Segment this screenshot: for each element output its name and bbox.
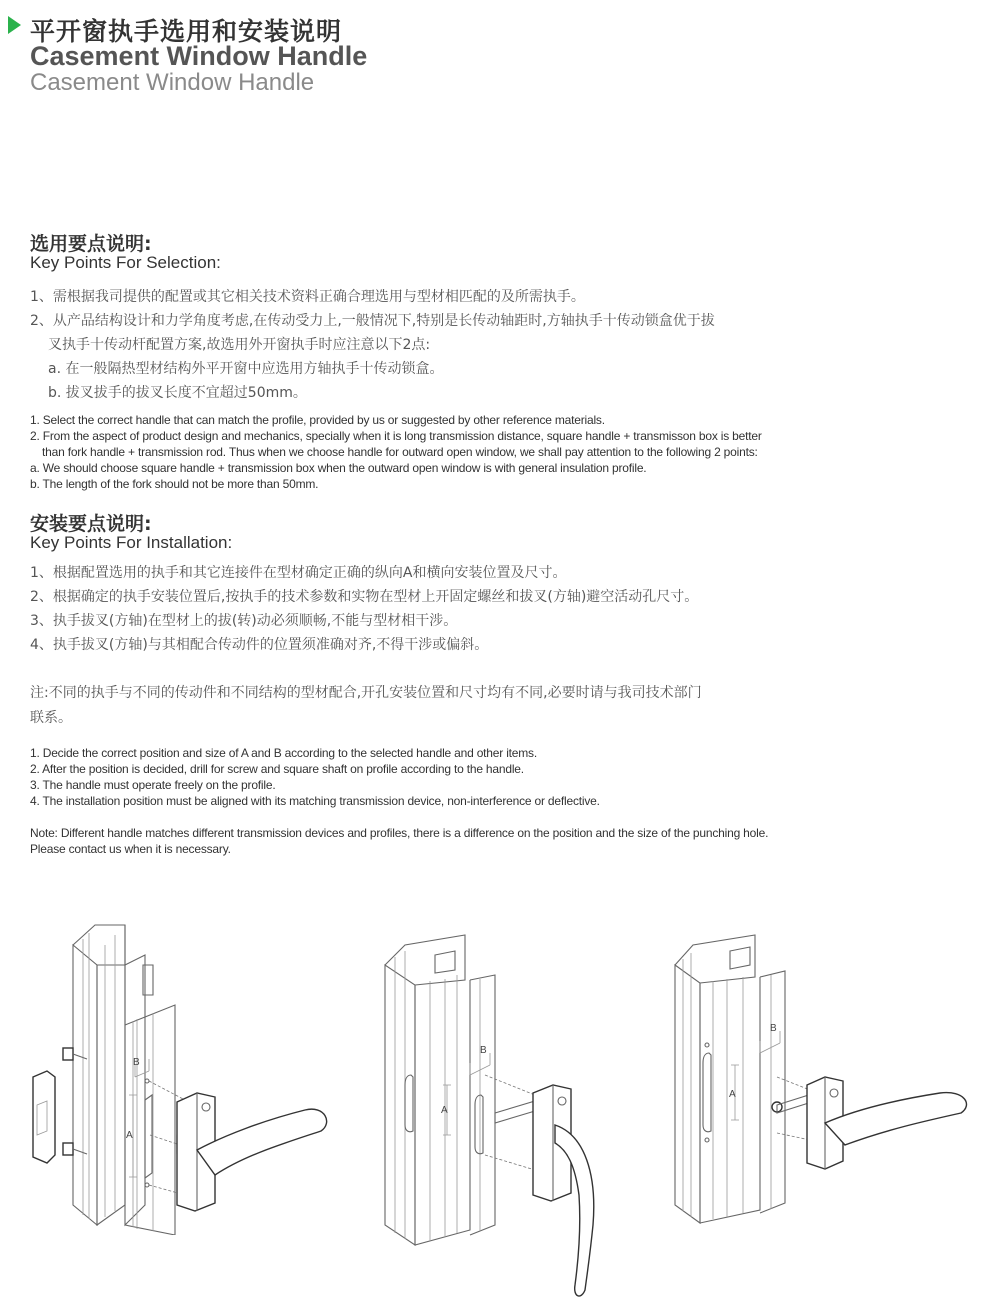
selection-cn-item-2-cont: 叉执手十传动杆配置方案,故选用外开窗执手时应注意以下2点: [48, 337, 431, 353]
selection-en-item-a: a. We should choose square handle + transmission box when the outward open window is with general insulation profile. [30, 461, 647, 475]
installation-heading-cn: 安装要点说明: [30, 513, 152, 535]
slot-left [405, 1075, 413, 1132]
selection-cn-item-2: 2、从产品结构设计和力学角度考虑,在传动受力上,一般情况下,特别是长传动轴距时,方轴执手十传动锁盒优于拔 [30, 313, 715, 329]
slot-right [703, 1053, 711, 1132]
dim-label-a: A [126, 1130, 133, 1141]
window-profile-3 [675, 935, 785, 1223]
screw-hole-top [145, 1079, 149, 1083]
installation-heading-en: Key Points For Installation: [30, 533, 233, 552]
handle-cover-plate [33, 1071, 55, 1163]
installation-diagram-2 [375, 925, 635, 1305]
selection-en-item-2-cont: than fork handle + transmission rod. Thus when we choose handle for outward open window, we shall pay attention to the following 2 points: [42, 445, 758, 459]
page-title-en: Casement Window Handle [30, 41, 368, 71]
shaft-slot [475, 1095, 483, 1154]
square-shaft-handle-2 [495, 1085, 594, 1296]
dim-label-a-2: A [441, 1105, 448, 1116]
selection-cn-item-b: b. 拔叉拔手的拔叉长度不宜超过50mm。 [48, 385, 307, 401]
selection-cn-item-1: 1、需根据我司提供的配置或其它相关技术资料正确合理选用与型材相匹配的及所需执手。 [30, 289, 585, 305]
installation-en-item-1: 1. Decide the correct position and size of A and B according to the selected handle and other items. [30, 746, 537, 760]
dim-label-b-3: B [770, 1023, 777, 1034]
selection-en-item-1: 1. Select the correct handle that can match the profile, provided by us or suggested by other reference materials. [30, 413, 605, 427]
installation-cn-item-4: 4、执手拔叉(方轴)与其相配合传动件的位置须准确对齐,不得干涉或偏斜。 [30, 637, 489, 653]
page-title-cn: 平开窗执手选用和安装说明 [30, 17, 343, 46]
window-profile-1 [73, 925, 175, 1235]
installation-note-cn-1: 注:不同的执手与不同的传动件和不同结构的型材配合,开孔安装位置和尺寸均有不同,必要时请与我司技术部门 [30, 685, 702, 701]
installation-cn-item-3: 3、执手拔叉(方轴)在型材上的拔(转)动必须顺畅,不能与型材相干涉。 [30, 613, 458, 629]
installation-note-cn-2: 联系。 [30, 710, 72, 726]
installation-diagram-3 [665, 925, 985, 1235]
installation-en-item-4: 4. The installation position must be aligned with its matching transmission device, non-interference or deflective. [30, 794, 600, 808]
selection-heading-cn: 选用要点说明: [30, 233, 152, 255]
page-subtitle-en: Casement Window Handle [30, 69, 315, 96]
installation-diagram-1 [25, 905, 345, 1235]
dim-label-a-3: A [729, 1089, 736, 1100]
installation-en-item-3: 3. The handle must operate freely on the profile. [30, 778, 276, 792]
section-arrow-icon [8, 16, 21, 34]
installation-en-item-2: 2. After the position is decided, drill for screw and square shaft on profile according to the handle. [30, 762, 524, 776]
screw-hole-bottom [145, 1183, 149, 1187]
selection-en-item-b: b. The length of the fork should not be more than 50mm. [30, 477, 319, 491]
selection-en-item-2: 2. From the aspect of product design and mechanics, specially when it is long transmission distance, square handle + transmisson box is better [30, 429, 762, 443]
selection-heading-en: Key Points For Selection: [30, 253, 221, 272]
installation-cn-item-1: 1、根据配置选用的执手和其它连接件在型材确定正确的纵向A和横向安装位置及尺寸。 [30, 565, 567, 581]
installation-note-en-1: Note: Different handle matches different transmission devices and profiles, there is a difference on the position and the size of the punching hole. [30, 826, 769, 840]
window-profile-2 [385, 935, 495, 1245]
fork-handle-1 [177, 1093, 327, 1211]
installation-cn-item-2: 2、根据确定的执手安装位置后,按执手的技术参数和实物在型材上开固定螺丝和拔叉(方轴)避空活动孔尺寸。 [30, 589, 699, 605]
dim-label-b-2: B [480, 1045, 487, 1056]
fork-slot [145, 1095, 152, 1178]
dim-label-b: B [133, 1057, 140, 1068]
hole-top-3 [705, 1043, 709, 1047]
selection-cn-item-a: a. 在一般隔热型材结构外平开窗中应选用方轴执手十传动锁盒。 [48, 361, 444, 377]
square-shaft-handle-3 [777, 1077, 966, 1169]
installation-note-en-2: Please contact us when it is necessary. [30, 842, 231, 856]
hole-bottom-3 [705, 1138, 709, 1142]
